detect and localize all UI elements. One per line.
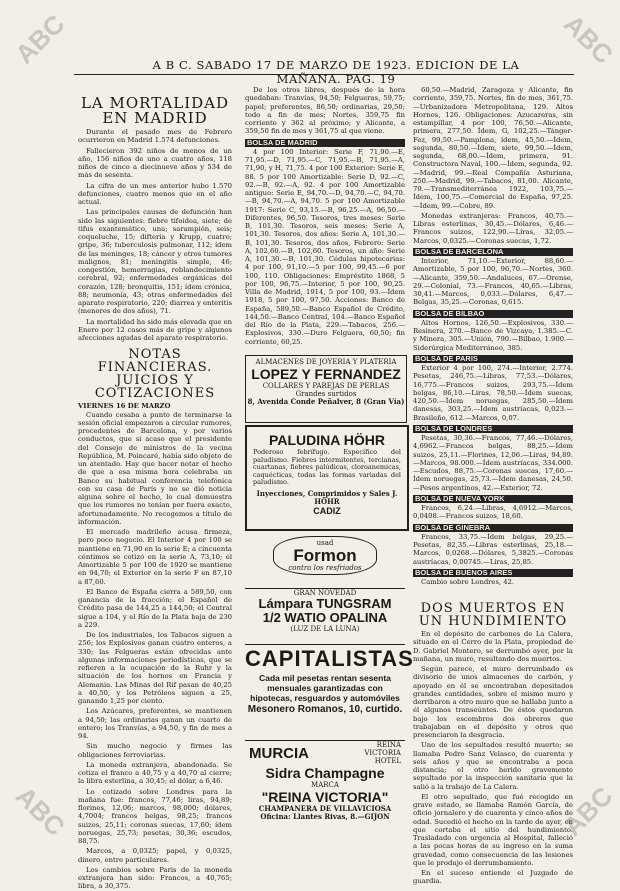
column-3	[413, 86, 573, 596]
ad-formon-sub: contra los resfriados	[288, 564, 362, 572]
notas-paragraph: La moneda extranjera, abandonada. Se cotiza el franco a 40,75 y a 40,70 al cierre; la libra esterlina, a 30,45; el dólar, a 6,46.	[78, 760, 232, 786]
mortalidad-paragraph: Durante el pasado mes de Febrero ocurrieron en Madrid 1.574 defunciones.	[78, 128, 232, 145]
ad-tungsram-l2: 1/2 WATIO OPALINA	[262, 610, 388, 625]
ad-sidra-l4: Oficina: Llantes Rivas, 8.—GIJON	[260, 812, 390, 821]
dos-muertos-paragraph: En el depósito de carbones de La Calera, situado en el Cerro de la Plata, propiedad de D. Gabriel Montero, se derrumbó ayer, por la mañana, un muro, resultando dos muertos.	[413, 630, 573, 663]
mortalidad-paragraph: Las principales causas de defunción han sido las siguientes: fiebre tifoidea, siete; de tifus exantemático, una; sarampión, seis; coqueluche, 15; difteria y Krupp, cuatro; gripe, 36; tuberculosis pulmonar, 112; ídem de las meninges, 18; cáncer y otros tumores malignos, 81; meningitis simple, 46; congestión, hemorragias, reblandecimiento cerebral, 92; enfermedades orgánicas del corazón, 128; bronquitis, 151; ídem crónica, 88; neumonía, 43; otras enfermedades del aparato respiratorio, 220; diarrea y enteritis (menores de dos años), 71.	[78, 208, 232, 316]
ad-paludina-injections: Inyecciones, Comprimidos y Sales J. HÖHR	[256, 488, 398, 506]
bolsa-barcelona-heading: BOLSA DE BARCELONA	[413, 248, 573, 256]
bolsa-nueva-york-heading: BOLSA DE NUEVA YORK	[413, 495, 573, 503]
bolsa-bilbao-text: Altos Hornos, 126,50.—Explosivos, 330.—Resinera, 270.—Banco de Vizcaya, 1.385.—C. y Minera, 305.—Unión, 790.—Bilbao, 1.900.—Siderúrgica Mediterráneo, 385.	[413, 318, 573, 352]
bolsa-ginebra-text: Francos, 33,75.—Ídem belgas, 29,25.—Pesetas, 82,35.—Libras esterlinas, 25,18.—Marcos, 0,0268.—Dólares, 5,3825.—Coronas austríacas, 0,00745.—Liras, 25,85.	[413, 532, 573, 566]
column-3-news	[413, 596, 573, 886]
ad-paludina	[245, 425, 409, 531]
notas-date: VIERNES 16 DE MARZO	[78, 402, 171, 411]
bolsa-bilbao-heading: BOLSA DE BILBAO	[413, 310, 573, 318]
ad-joyeria	[245, 355, 407, 423]
ad-paludina-desc: Poderoso febrífugo. Específico del paludismo. Fiebres intermitentes, tercianas, cuartanas, fiebres palúdicas, cloroanemicas, caquécticas, todas las formas variadas del paludismo.	[253, 448, 401, 486]
ad-joyeria-address: 8, Avenida Conde Peñalver, 8 (Gran Vía)	[247, 397, 405, 406]
mortalidad-paragraph: La mortalidad ha sido más elevada que en Enero por 12 casos más de gripe y algunos afecciones agudas del aparato respiratorio.	[78, 317, 232, 342]
bolsa-paris-heading: BOLSA DE PARIS	[413, 355, 573, 363]
ad-tungsram-l1: Lámpara TUNGSRAM	[258, 596, 392, 611]
ad-sidra	[245, 740, 405, 831]
notas-paragraph: Sin mucho negocio y firmes las obligaciones ferroviarias.	[78, 742, 232, 759]
mortalidad-title: LA MORTALIDAD EN MADRID	[80, 94, 230, 127]
ad-sidra-l2: "REINA VICTORIA"	[261, 789, 389, 805]
ad-formon	[245, 532, 405, 582]
bolsa-madrid-text: 4 por 100 Interior: Serie F, 71,90.—E, 71,95.—D, 71,95.—C, 71,95.—B, 71,95.—A, 71,90, y H, 71,75. 4 por 100 Exterior: Serie E, 88. 5 por 100 Amortizable: Serie D, 92.—C, 92.—B, 92.—A, 92. 4 por 100 Amortizable antiguo: Serie E, 94,70.—D, 94,70.—C, 94,70.—B, 94,70.—A, 94,70. 5 por 100 Amortizable 1917: Serie C, 93,15.—B, 96,25.—A, 96,50.—Diferentes, 96,50. Tesoros, tres meses: Serie B, 101,30. Tesoros, seis meses: Serie A, 101,30. Tesoros, dos años: Serie A, 101,30.—B, 101,30. Tesoros, dos años, Febrero: Serie A, 102,60.—B, 102,60. Tesoros, un año: Serie A, 101,30.—B, 101,30. Cédulas hipotecarias: 4 por 100, 91,10.—5 por 100, 99,45.—6 por 100, 110. Obligaciones: Empréstito 1868, 5 por 100, 96,75.—Interior, 5 por 100, 90,25. Villa de Madrid, 1914, 5 por 100, 93.—Ídem 1918, 5 por 100, 97,50. Acciones: Banco de España, 589,50.—Banco Español de Crédito, 144,50.—Banco Central, 104.—Banco Español del Río de la Plata, 229.—Tabacos, 256.—Explosivos, 330.—Duro Felguera, 60,50; fin corriente, 60,25.	[245, 147, 405, 346]
mortalidad-paragraph: La cifra de un mes anterior hubo 1.570 defunciones, cuatro menos que en el año actual.	[78, 181, 232, 206]
ad-murcia-name: MURCIA	[249, 744, 309, 762]
watermark-bottom-right: ABC	[557, 780, 619, 842]
ad-formon-usad: usad	[316, 539, 334, 547]
column-2-text	[245, 86, 405, 351]
watermark-top-left: ABC	[9, 8, 71, 70]
ad-sidra-l1: Sidra Champagne	[265, 765, 385, 781]
notas-paragraph: Los cambios sobre Paris de la moneda extranjera han sido: Francos, a 40,765; libra, a 30,375.	[78, 865, 232, 891]
mortalidad-paragraph: Fallecieron 392 niños de menos de un año, 156 niños de uno a cuatro años, 118 niños de cinco a diecinueve años y 534 de más de sesenta.	[78, 146, 232, 180]
page-header: A B C. SABADO 17 DE MARZO DE 1923. EDICION DE LA MAÑANA. PAG. 19	[152, 58, 520, 86]
header-rule	[74, 74, 574, 75]
notas-title: NOTAS FINANCIERAS. JUICIOS Y COTIZACIONES	[94, 347, 216, 402]
ad-sidra-marca: MARCA	[311, 781, 339, 789]
ad-capitalistas	[245, 644, 414, 737]
ad-sidra-l3: CHAMPANERA DE VILLAVICIOSA	[258, 804, 392, 813]
notas-paragraph: Marcos, a 0,0325; papel, y 0,0325, dinero, entre particulares.	[78, 847, 232, 864]
dos-muertos-title: DOS MUERTOS EN UN HUNDIMIENTO	[418, 601, 568, 629]
bolsa-nueva-york-text: Francos, 6,24.—Libras, 4,6912.—Marcos, 0,0408.—Francos suizos, 18,60.	[413, 504, 573, 521]
ad-tungsram	[245, 588, 405, 639]
dos-muertos-paragraph: En el suceso entiende el Juzgado de guardia.	[413, 869, 573, 886]
ad-joyeria-sub: COLLARES Y PAREJAS DE PERLAS	[262, 382, 390, 390]
watermark-bottom-left: ABC	[9, 780, 72, 842]
ad-formon-name: Formon	[293, 546, 357, 565]
bolsa-ginebra-heading: BOLSA DE GINEBRA	[413, 524, 573, 532]
notas-paragraph: Lo cotizado sobre Londres para la mañana fue: francos, 77,46; liras, 94,89; florines, 12,06; marcos, 98,000; dólares, 4,7004; francos belgas, 98,25; francos suizos, 25,11; coronas suecas, 17,60; ídem noruegas, 25,73; pesetas, 30,36; escudos, 88,75.	[78, 787, 232, 845]
ad-murcia-hotel: REINA VICTORIA HOTEL	[364, 741, 401, 765]
dos-muertos-paragraph: Según parece, el muro derrumbado es divisorio de unos almacenes de carbón, y apoyado en él se encontraban depositados grandes cantidades, sobre el mismo muro y derribaron a otro muro que se hallaba junto a él algunos transeúntes. De éstos quedaron bajo los escombros dos obreros que trabajaban en el depósito y otros que presenciaron la desgracia.	[413, 665, 573, 739]
col3-paragraph: Monedas extranjeras: Francos, 40,75.—Libras esterlinas, 30,45.—Dólares, 6,46.—Francos suizos, 122,90.—Liras, 32,05.—Marcos, 0,0325.—Coronas suecas, 1,72.	[413, 211, 573, 245]
notas-paragraph: El mercado madrileño acusa firmeza, pero poco negocio. El Interior 4 por 100 se mantiene en 71,90 en la serie E; a cincuenta céntimos se cotizó en la serie A, 73,10; el Amortizable 5 por 100 de 1920 se mantiene en 94,70; el Exterior en la serie F en 87,10 a 87,60.	[78, 528, 232, 586]
ad-tungsram-l3: (LUZ DE LA LUNA)	[290, 625, 360, 633]
ad-paludina-city: CADIZ	[313, 505, 341, 516]
col3-paragraph: 60,50.—Madrid, Zaragoza y Alicante, fin corriente, 359,75. Nortes, fin de mes, 361,75.—Urbanizadora Metropolitana, 129. Altos Hornos, 126. Obligaciones: Azucareras, sin estampillar, 4 por 100, 76,50.—Alicante, primera, 277,50. Ídem, G, 102,25.—Tánger-Fez, 99,50.—Pamplona, ídem, 45,50.—Ídem, segunda, 80,50.—Ídem, siete, 99,50.—Ídem, segunda, 68,00.—Ídem, primera, 91. Constructora Naval, 100.—Ídem, segunda, 92.—Madrid, 99.—Real Compañía Asturiana, 250.—Madrid, 99.—Tabacos, 81,00. Alicante, 79.—Transmediterránea 1922, 103,75.—Ídem, 100,75.—Comercial de España, 97,25.—Ídem, 99.—Cobre, 89.	[413, 86, 573, 210]
bolsa-barcelona-text: Interior, 71,10.—Exterior, 88,60.—Amortizable, 5 por 100, 96,70.—Nortes, 360.—Alicante, 359,50.—Andaluces, 67.—Orense, 29.—Colonial, 73.—Francos, 40,65.—Libras, 30,41.—Marcos, 0,033.—Dólares, 6,47.—Belgas, 35,25.—Coronas, 0,615.	[413, 257, 573, 307]
dos-muertos-paragraph: El otro sepultado, que fué recogido en grave estado, se llamaba Ramón García, de oficio jornalero y de cuarenta y cinco años de edad. Sucedió el hecho en la tarde de ayer, en que cortaba el sitio del hundimiento. Trasladado con urgencia al Hospital, falleció a las pocas horas de su ingreso en la suma gravedad, como consecuencia de las lesiones que le produjo el derrumbamiento.	[413, 792, 573, 867]
bolsa-paris-text: Exterior 4 por 100, 274.—Interior, 2.774. Pesetas, 246,75.—Libras, 77,53.—Dólares, 16,775.—Francos suizos, 293,75.—Ídem belgas, 86,10.—Liras, 78,50.—Ídem suecas, 420,50.—Ídem noruegas, 285,50.—Ídem danesas, 303,25.—Ídem austríacas, 0,023.—Brasileño, 612.—Marcos, 0,07.	[413, 364, 573, 422]
watermark-top-right: ABC	[557, 8, 620, 70]
bolsa-madrid-heading: BOLSA DE MADRID	[245, 139, 405, 147]
bolsa-londres-text: Pesetas, 30,36.—Francos, 77,46.—Dólares, 4,6962.—Francos belgas, 88,25.—Ídem suizos, 25,11.—Florines, 12,06.—Liras, 94,89.—Marcos, 98.000.—Ídem austríacas, 334.000.—Escudos, 88,75.—Coronas suecas, 17,60.—Ídem noruegas, 25,73.—Ídem danesas, 24,50.—Pesos argentinos, 42.—Exterior, 72.	[413, 434, 573, 492]
ad-joyeria-name: LOPEZ Y FERNANDEZ	[251, 366, 401, 382]
bolsa-londres-heading: BOLSA DE LONDRES	[413, 425, 573, 433]
col2-paragraph: De los otros libres, después de la hora quedaban: Tranvías, 94,50; Felgueras, 59,75; papel; preferentes, 86,50; ordinarias, 29,50; todo a fin de mes; Nortes, 359,75 fin corriente y 362 al próximo; y Alicante, a 359,50 fin de mes y 361,75 al que viene.	[245, 86, 405, 136]
column-1	[78, 86, 232, 891]
ad-capitalistas-address: Mesonero Romanos, 10, curtido.	[247, 704, 403, 715]
notas-paragraph: Los Azúcares, preferentes, se mantienen a 94,50; las ordinarias ganan un cuarto de entero; los Tranvías, a 94,50, y fin de mes a 94.	[78, 707, 232, 740]
notas-paragraph: Cuando cesaba a punto de terminarse la sesión oficial empezaron a circular rumores, procedentes de Barcelona, y por varios conductos, que si acaso que el presidente del Consejo de ministros de la vecina República, M. Poincaré, había sido objeto de un atentado. Hay que hacer notar el hecho de que a esa misma hora celebraba un Banco su habitual conferencia telefónica con su casa de París y no se dió noticia alguna sobre el hecho, lo cual demuestra que los rumores no tenían por fuera exacto, afortunadamente. No recogemos a título de información.	[78, 410, 232, 526]
ad-paludina-name: PALUDINA HÖHR	[269, 432, 385, 448]
ad-joyeria-sub2: Grandes surtidos	[295, 390, 357, 398]
ad-joyeria-top: ALMACENES DE JOYERIA Y PLATERIA	[255, 358, 397, 366]
bolsa-buenos-aires-heading: BOLSA DE BUENOS AIRES	[413, 569, 573, 577]
ad-capitalistas-title: CAPITALISTAS	[245, 646, 414, 671]
bolsa-buenos-aires-text: Cambio sobre Londres, 42.	[421, 578, 515, 586]
ad-capitalistas-text: Cada mil pesetas rentan sesenta mensuales garantizadas con hipotecas, resguardos y automóviles	[250, 673, 400, 703]
ad-tungsram-top: GRAN NOVEDAD	[293, 589, 357, 597]
notas-paragraph: El Banco de España cierra a 589,50, con ganancia de la fracción; el Español de Crédito pasa de 144,25 a 144,50; el Central sigue a 104, y el Río de la Plata baja de 230 a 229.	[78, 587, 232, 629]
dos-muertos-paragraph: Uno de los sepultados resultó muerto; se llamaba Pedro Sanz Velasco, de cuarenta y seis años y que se encontraba a poca distancia; el otro herido gravemente sepultado por la inspección sanitaria que la salió a la trabajo de La Calera.	[413, 741, 573, 791]
notas-paragraph: De los industriales, los Tabacos siguen a 256; los Explosivos ganan cuatro enteros, a 330; las Felgueras están ofrecidas ante algunas informaciones periodísticas, que se refieren a la ocupación de la Ruhr y la situación de los hornos en Francia y Alemania. Las Minas del Rif pasan de 40,25 a 40,50, y los Petróleos siguen a 25, ganando 1,25 por ciento.	[78, 631, 232, 705]
ad-formon-badge	[273, 536, 376, 575]
